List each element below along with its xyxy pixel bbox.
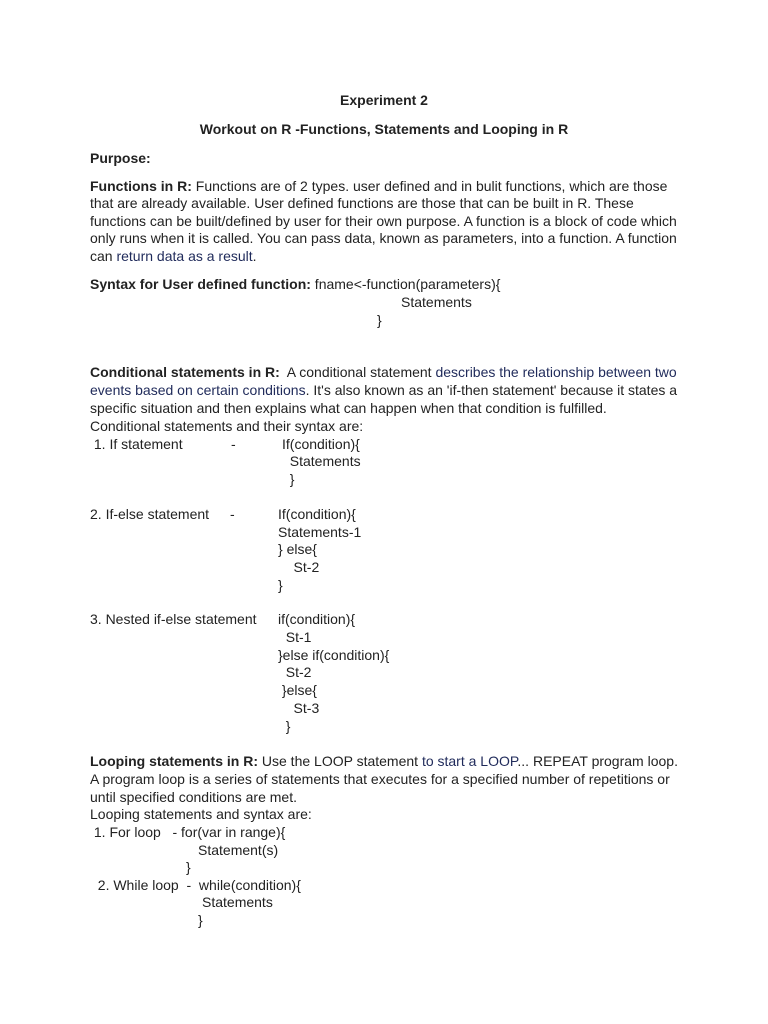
- nested-code-2: St-1: [278, 629, 312, 645]
- for-loop-line: 1. For loop - for(var in range){: [90, 824, 286, 840]
- purpose-label: Purpose:: [90, 150, 151, 166]
- while-loop-line: 2. While loop - while(condition){: [90, 877, 301, 893]
- functions-line-1: Functions in R: Functions are of 2 types. user defined and in bulit functions, which are those: [90, 178, 668, 194]
- for-loop-body: Statement(s): [198, 842, 279, 858]
- nested-code-5: }else{: [278, 682, 317, 698]
- syntax-code-body: Statements: [401, 294, 472, 310]
- conditional-line-1: Conditional statements in R: A conditional statement describes the relationship between two: [90, 364, 677, 380]
- if-else-code-3: } else{: [278, 541, 317, 557]
- if-else-code-2: Statements-1: [278, 524, 362, 540]
- functions-line-5: can return data as a result.: [90, 248, 257, 264]
- syntax-line: [90, 276, 500, 293]
- if-else-dash: -: [230, 506, 235, 522]
- conditional-line-3: specific situation and then explains what can happen when that condition is fulfilled.: [90, 400, 607, 416]
- return-data-link-text: return data as a result: [116, 248, 253, 264]
- functions-line-3: functions can be built/defined by user for their own purpose. A function is a block of code which: [90, 213, 677, 229]
- looping-line-2: A program loop is a series of statements that executes for a specified number of repetitions or: [90, 771, 670, 787]
- if-else-code-5: }: [278, 577, 283, 593]
- conditional-line-4: Conditional statements and their syntax are:: [90, 418, 364, 434]
- if-statement-label: 1. If statement: [90, 436, 183, 452]
- syntax-heading: Syntax for User defined function:: [90, 276, 311, 292]
- looping-heading: Looping statements in R:: [90, 753, 258, 769]
- if-statement-dash: -: [231, 436, 236, 452]
- nested-if-else-label: 3. Nested if-else statement: [90, 611, 257, 627]
- if-code-2: Statements: [282, 453, 361, 469]
- functions-heading: Functions in R:: [90, 178, 192, 194]
- functions-line-2: that are already available. User defined functions are those that can be built in R. These: [90, 195, 634, 211]
- document-title: Experiment 2: [340, 92, 428, 108]
- syntax-code-close: }: [377, 312, 382, 328]
- looping-line-4: Looping statements and syntax are:: [90, 806, 312, 822]
- document-subtitle: Workout on R -Functions, Statements and Looping in R: [199, 121, 569, 137]
- if-else-code-1: If(condition){: [278, 506, 356, 522]
- looping-line-3: until specified conditions are met.: [90, 789, 297, 805]
- if-code-1: If(condition){: [282, 436, 360, 452]
- nested-code-3: }else if(condition){: [278, 647, 390, 663]
- for-loop-close: }: [186, 859, 191, 875]
- syntax-code: fname<-function(parameters){: [310, 276, 501, 292]
- if-else-label: 2. If-else statement: [90, 506, 210, 522]
- conditional-heading: Conditional statements in R:: [90, 364, 280, 380]
- nested-code-7: }: [278, 718, 291, 734]
- conditional-line-2: events based on certain conditions. It's also known as an 'if-then statement' because it states a: [90, 382, 678, 398]
- if-code-3: }: [282, 471, 295, 487]
- nested-code-4: St-2: [278, 664, 312, 680]
- nested-code-6: St-3: [278, 700, 320, 716]
- while-loop-close: }: [198, 912, 203, 928]
- functions-line-4: only runs when it is called. You can pass data, known as parameters, into a function. A function: [90, 230, 677, 246]
- nested-code-1: if(condition){: [278, 611, 356, 627]
- if-else-code-4: St-2: [278, 559, 320, 575]
- looping-line-1: Looping statements in R: Use the LOOP statement to start a LOOP... REPEAT program loop.: [90, 753, 678, 769]
- while-loop-body: Statements: [202, 894, 273, 910]
